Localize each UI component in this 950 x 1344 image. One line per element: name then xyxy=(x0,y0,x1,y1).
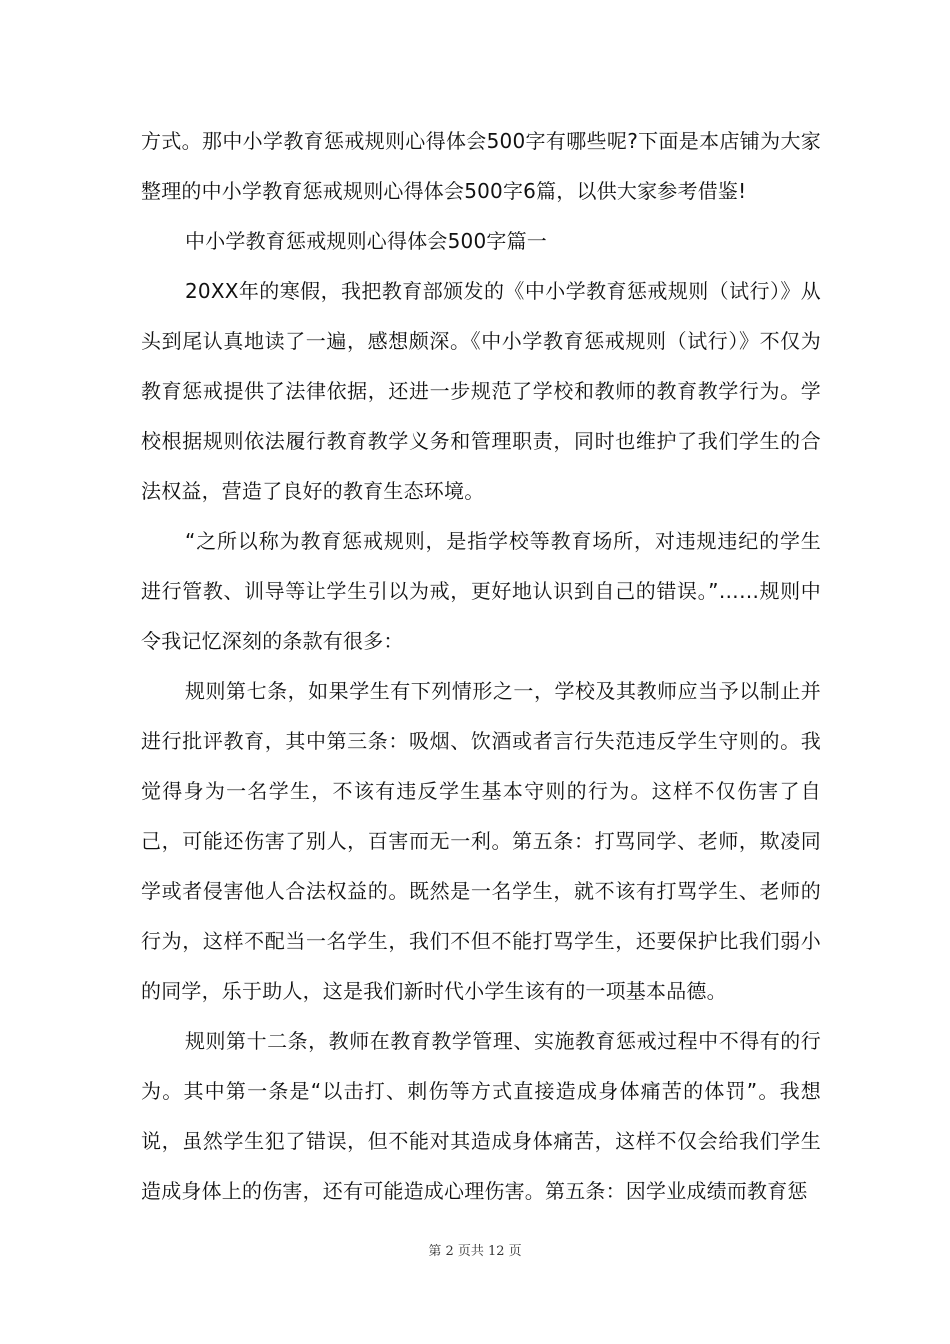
document-body xyxy=(141,116,821,1216)
paragraph-1: 20XX年的寒假，我把教育部颁发的《中小学教育惩戒规则（试行）》从头到尾认真地读了一遍，感想颇深。《中小学教育惩戒规则（试行）》不仅为教育惩戒提供了法律依据，还进一步规范了学校和教师的教育教学行为。学校根据规则依法履行教育教学义务和管理职责，同时也维护了我们学生的合法权益，营造了良好的教育生态环境。 xyxy=(141,279,821,503)
page-number-footer: 第 2 页共 12 页 xyxy=(428,1244,522,1259)
paragraph-4: 规则第十二条，教师在教育教学管理、实施教育惩戒过程中不得有的行为。其中第一条是“以击打、刺伤等方式直接造成身体痛苦的体罚”。我想说，虽然学生犯了错误，但不能对其造成身体痛苦，这样不仅会给我们学生造成身体上的伤害，还有可能造成心理伤害。第五条：因学业成绩而教育惩 xyxy=(141,1029,821,1203)
section-heading: 中小学教育惩戒规则心得体会500字篇一 xyxy=(185,229,547,253)
paragraph-intro-continued: 方式。那中小学教育惩戒规则心得体会500字有哪些呢?下面是本店铺为大家整理的中小学教育惩戒规则心得体会500字6篇，以供大家参考借鉴! xyxy=(141,129,821,203)
paragraph-3: 规则第七条，如果学生有下列情形之一，学校及其教师应当予以制止并进行批评教育，其中第三条：吸烟、饮酒或者言行失范违反学生守则的。我觉得身为一名学生，不该有违反学生基本守则的行为。这样不仅伤害了自己，可能还伤害了别人，百害而无一利。第五条：打骂同学、老师，欺凌同学或者侵害他人合法权益的。既然是一名学生，就不该有打骂学生、老师的行为，这样不配当一名学生，我们不但不能打骂学生，还要保护比我们弱小的同学，乐于助人，这是我们新时代小学生该有的一项基本品德。 xyxy=(141,679,821,1003)
paragraph-2: “之所以称为教育惩戒规则，是指学校等教育场所，对违规违纪的学生进行管教、训导等让学生引以为戒，更好地认识到自己的错误。”……规则中令我记忆深刻的条款有很多： xyxy=(141,529,821,653)
